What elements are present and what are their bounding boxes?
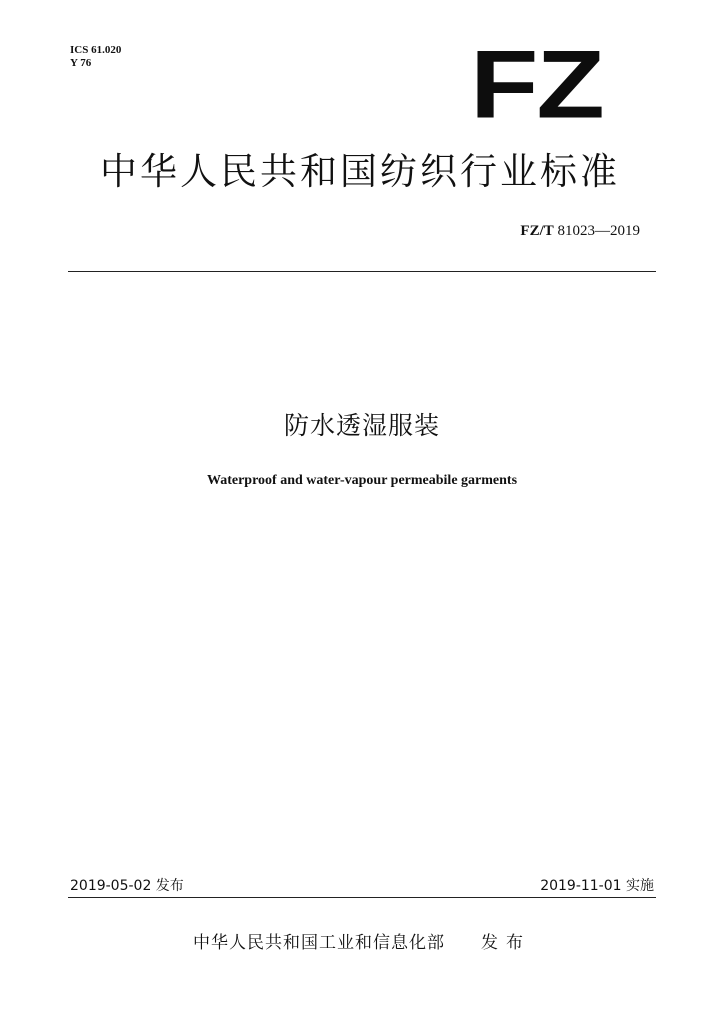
- document-title-english: Waterproof and water-vapour permeabile garments: [206, 473, 518, 488]
- standard-category-title: 中华人民共和国纺织行业标准: [100, 150, 620, 193]
- top-divider: [68, 271, 656, 272]
- standard-number-value: 81023—2019: [553, 223, 640, 239]
- standard-number-prefix: FZ/T: [520, 223, 554, 239]
- standard-number: [520, 222, 640, 240]
- fz-logo: FZ: [470, 30, 603, 139]
- bottom-divider: [68, 897, 656, 898]
- classification-codes: [70, 44, 121, 70]
- publisher-action: 发布: [481, 933, 531, 953]
- ics-code: ICS 61.020: [70, 44, 122, 56]
- document-title-chinese: 防水透湿服装: [283, 411, 440, 440]
- publisher-line: [0, 932, 724, 954]
- ccs-code: Y 76: [70, 57, 92, 69]
- publisher-organization: 中华人民共和国工业和信息化部: [193, 933, 445, 953]
- implementation-date: 2019-11-01 实施: [540, 878, 654, 894]
- issue-date: 2019-05-02 发布: [70, 878, 184, 894]
